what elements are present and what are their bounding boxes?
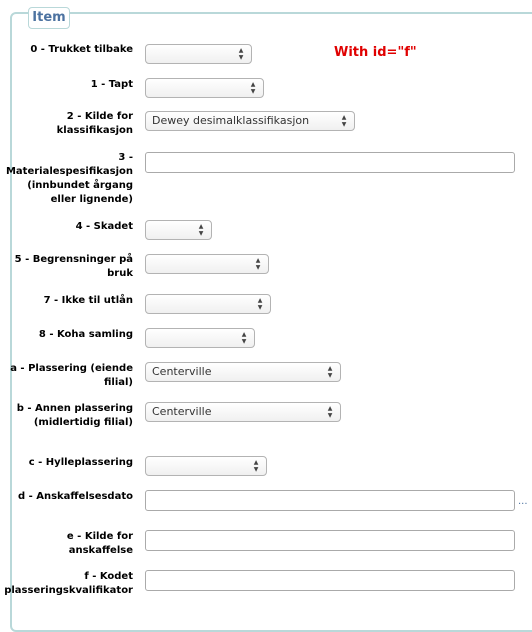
select-arrows-icon: ▲ ▼ (253, 459, 259, 473)
field-a-value: Centerville (152, 365, 212, 378)
field-1-label: 1 - Tapt (90, 79, 133, 90)
field-b-select[interactable] (145, 402, 341, 422)
field-3-label: 3 - Materialespesifikasjon (innbundet årgang eller lignende) (5, 152, 133, 205)
field-4-label: 4 - Skadet (75, 221, 133, 232)
field-c-label: c - Hylleplassering (28, 457, 133, 468)
id-note: With id="f" (334, 45, 417, 60)
select-arrows-icon: ▲ ▼ (257, 297, 263, 311)
select-arrows-icon: ▲ ▼ (198, 223, 204, 237)
field-e-label: e - Kilde for anskaffelse (66, 531, 133, 556)
field-d-label: d - Anskaffelsesdato (17, 491, 133, 502)
field-2-value: Dewey desimalklassifikasjon (152, 114, 310, 127)
select-arrows-icon: ▲ ▼ (250, 81, 256, 95)
field-4-select[interactable] (145, 220, 212, 240)
field-e-input[interactable] (145, 530, 515, 551)
field-a-label: a - Plassering (eiende filial) (10, 363, 133, 388)
field-b-label: b - Annen plassering (midlertidig filial) (16, 403, 133, 428)
field-5-select[interactable] (145, 254, 269, 274)
field-1-select[interactable] (145, 78, 264, 98)
field-5-label: 5 - Begrensninger på bruk (14, 254, 133, 279)
select-arrows-icon: ▲ ▼ (341, 114, 347, 128)
select-arrows-icon: ▲ ▼ (327, 405, 333, 419)
select-arrows-icon: ▲ ▼ (238, 47, 244, 61)
field-d-input[interactable] (145, 490, 515, 511)
field-3-input[interactable] (145, 152, 515, 173)
field-f-input[interactable] (145, 570, 515, 591)
field-7-label: 7 - Ikke til utlån (43, 295, 133, 306)
field-0-select[interactable] (145, 44, 252, 64)
select-arrows-icon: ▲ ▼ (241, 331, 247, 345)
select-arrows-icon: ▲ ▼ (255, 257, 261, 271)
field-b-value: Centerville (152, 405, 212, 418)
field-f-label: f - Kodet plasseringskvalifikator (4, 571, 133, 596)
field-2-select[interactable] (145, 111, 355, 131)
section-title: Item (28, 7, 70, 29)
field-2-label: 2 - Kilde for klassifikasjon (56, 111, 133, 136)
field-8-label: 8 - Koha samling (38, 329, 133, 340)
field-a-select[interactable] (145, 362, 341, 382)
field-7-select[interactable] (145, 294, 271, 314)
field-c-select[interactable] (145, 456, 267, 476)
select-arrows-icon: ▲ ▼ (327, 365, 333, 379)
field-8-select[interactable] (145, 328, 255, 348)
field-0-label: 0 - Trukket tilbake (30, 44, 133, 55)
date-picker-link[interactable]: ... (518, 496, 528, 507)
